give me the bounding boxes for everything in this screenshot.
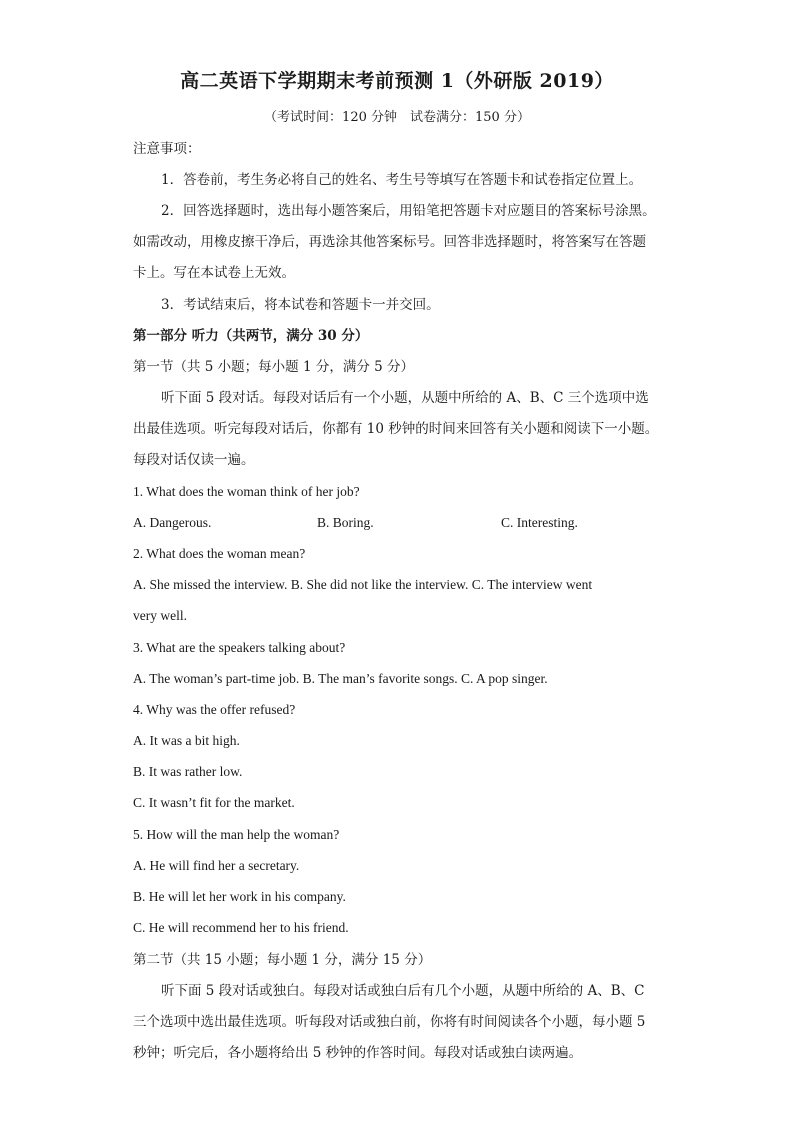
question-5-option-a: A. He will find her a secretary. xyxy=(133,858,300,873)
notice-item-3: 3．考试结束后，将本试卷和答题卡一并交回。 xyxy=(161,297,440,313)
question-2-options: A. She missed the interview. B. She did not like the interview. C. The interview went xyxy=(133,577,593,592)
notice-item-1: 1．答卷前，考生务必将自己的姓名、考生号等填写在答题卡和试卷指定位置上。 xyxy=(161,172,643,188)
question-2-options-continued: very well. xyxy=(133,608,187,623)
section2-instruction-line-2: 三个选项中选出最佳选项。听每段对话或独白前，你将有时间阅读各个小题，每小题 5 xyxy=(133,1014,646,1030)
question-1-option-c: C. Interesting. xyxy=(501,515,578,530)
question-3: 3. What are the speakers talking about? xyxy=(133,640,346,655)
question-3-options: A. The woman’s part-time job. B. The man’s favorite songs. C. A pop singer. xyxy=(133,671,548,686)
question-2: 2. What does the woman mean? xyxy=(133,546,306,561)
notice-item-2-line-1: 2．回答选择题时，选出每小题答案后，用铅笔把答题卡对应题目的答案标号涂黑。 xyxy=(161,203,656,219)
exam-time-info: （考试时间：120 分钟 试卷满分：150 分） xyxy=(264,110,530,125)
section1-instruction-line-2: 出最佳选项。听完每段对话后，你都有 10 秒钟的时间来回答有关小题和阅读下一小题。 xyxy=(133,421,659,437)
question-4-option-a: A. It was a bit high. xyxy=(133,733,240,748)
section2-heading: 第二节（共 15 小题；每小题 1 分，满分 15 分） xyxy=(133,952,432,968)
section2-instruction-line-1: 听下面 5 段对话或独白。每段对话或独白后有几个小题，从题中所给的 A、B、C xyxy=(161,983,645,999)
section1-instruction-line-3: 每段对话仅读一遍。 xyxy=(133,452,255,468)
section2-instruction-line-3: 秒钟；听完后，各小题将给出 5 秒钟的作答时间。每段对话或独白读两遍。 xyxy=(133,1045,583,1061)
question-5-option-c: C. He will recommend her to his friend. xyxy=(133,920,349,935)
question-4-option-b: B. It was rather low. xyxy=(133,764,243,779)
question-4-option-c: C. It wasn’t fit for the market. xyxy=(133,795,295,810)
question-1-option-a: A. Dangerous. xyxy=(133,515,212,530)
question-5-option-b: B. He will let her work in his company. xyxy=(133,889,346,904)
page-title: 高二英语下学期期末考前预测 1（外研版 2019） xyxy=(180,70,614,92)
question-1: 1. What does the woman think of her job? xyxy=(133,484,360,499)
section1-heading: 第一节（共 5 小题；每小题 1 分，满分 5 分） xyxy=(133,359,415,375)
notice-item-2-line-2: 如需改动，用橡皮擦干净后，再选涂其他答案标号。回答非选择题时，将答案写在答题 xyxy=(133,234,646,250)
question-1-option-b: B. Boring. xyxy=(317,515,374,530)
question-4: 4. Why was the offer refused? xyxy=(133,702,296,717)
notice-heading: 注意事项： xyxy=(133,141,201,157)
section1-instruction-line-1: 听下面 5 段对话。每段对话后有一个小题，从题中所给的 A、B、C 三个选项中选 xyxy=(161,390,649,406)
notice-item-2-line-3: 卡上。写在本试卷上无效。 xyxy=(133,265,295,281)
part1-heading: 第一部分 听力（共两节，满分 30 分） xyxy=(133,328,369,344)
question-5: 5. How will the man help the woman? xyxy=(133,827,340,842)
